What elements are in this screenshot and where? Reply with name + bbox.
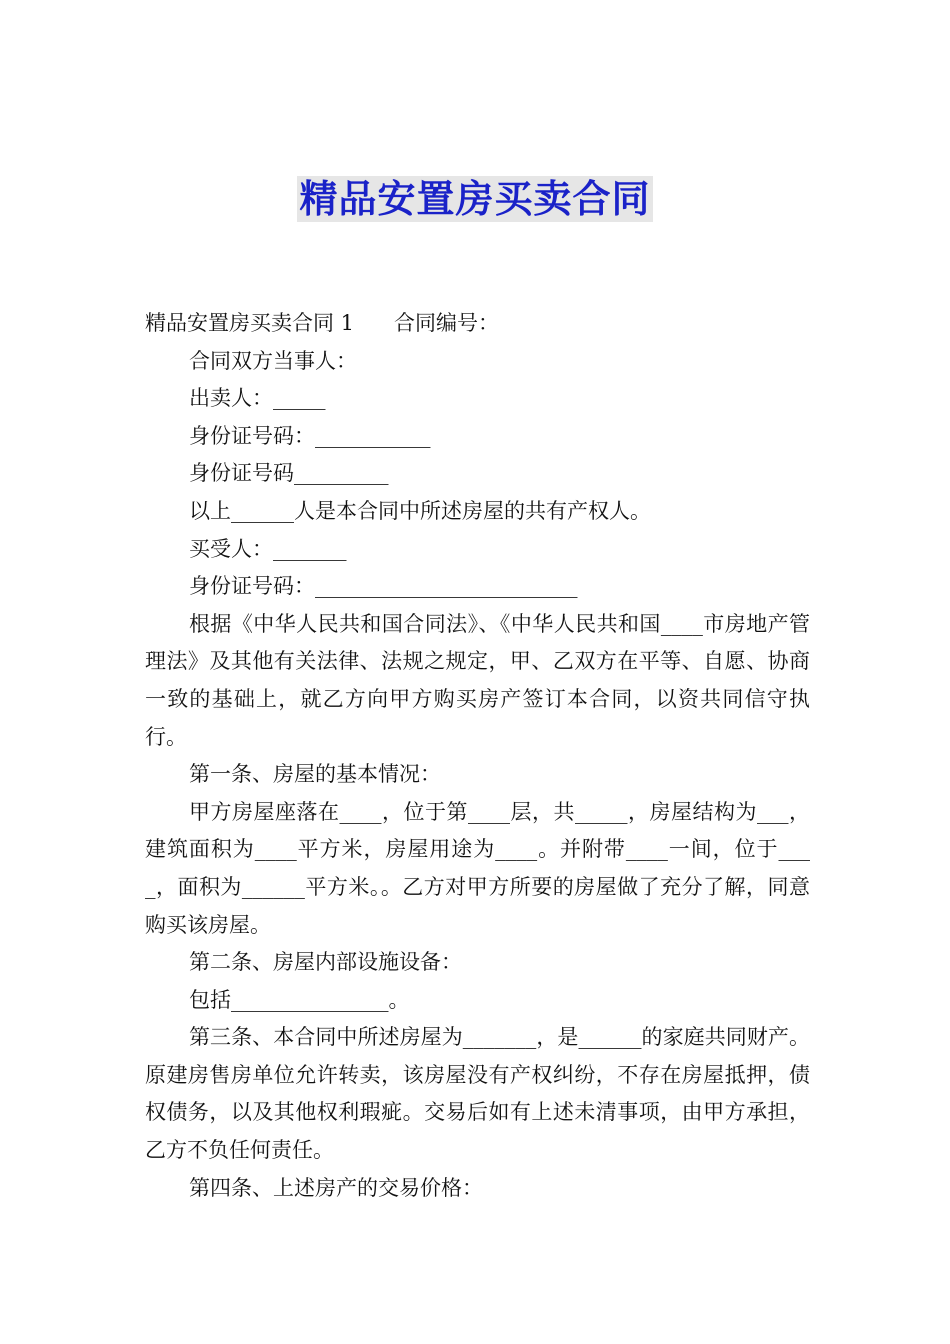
paragraph-parties: 合同双方当事人： bbox=[189, 348, 357, 373]
article-2-heading: 第二条、房屋内部设施设备： bbox=[189, 950, 462, 975]
contract-number-label: 合同编号： bbox=[394, 311, 500, 335]
document-title: 精品安置房买卖合同 bbox=[299, 177, 651, 221]
article-1-heading: 第一条、房屋的基本情况： bbox=[189, 762, 441, 787]
paragraph-seller: 出卖人：_____ bbox=[189, 386, 326, 411]
paragraph-legal-basis: 根据《中华人民共和国合同法》、《中华人民共和国____市房地产管理法》及其他有关法律、法规之规定，甲、乙双方在平等、自愿、协商一致的基础上，就乙方向甲方购买房产签订本合同，以资共同信守执行。 bbox=[145, 611, 810, 749]
document-body bbox=[145, 305, 810, 1207]
header-line bbox=[145, 305, 810, 343]
spacer bbox=[354, 305, 394, 343]
paragraph-seller-id: 身份证号码：___________ bbox=[189, 423, 431, 448]
article-2-body: 包括_______________。 bbox=[189, 987, 410, 1012]
title-container bbox=[0, 176, 950, 222]
article-1-body: 甲方房屋座落在____，位于第____层，共_____，房屋结构为___，建筑面积为____平方米，房屋用途为____。并附带____一间，位于____，面积为______平方米。。乙方对甲方所要的房屋做了充分了解，同意购买该房屋。 bbox=[145, 799, 810, 937]
paragraph-buyer: 买受人：_______ bbox=[189, 536, 347, 561]
paragraph-buyer-id: 身份证号码：_________________________ bbox=[189, 574, 578, 599]
paragraph-co-owners: 以上______人是本合同中所述房屋的共有产权人。 bbox=[189, 498, 651, 523]
article-3-body: 第三条、本合同中所述房屋为_______，是______的家庭共同财产。原建房售房单位允许转卖，该房屋没有产权纠纷，不存在房屋抵押，债权债务，以及其他权利瑕疵。交易后如有上述未清事项，由甲方承担，乙方不负任何责任。 bbox=[145, 1025, 810, 1163]
paragraph-seller-id-2: 身份证号码_________ bbox=[189, 461, 389, 486]
article-4-heading: 第四条、上述房产的交易价格： bbox=[189, 1175, 483, 1200]
document-subtitle: 精品安置房买卖合同 1 bbox=[145, 311, 355, 335]
